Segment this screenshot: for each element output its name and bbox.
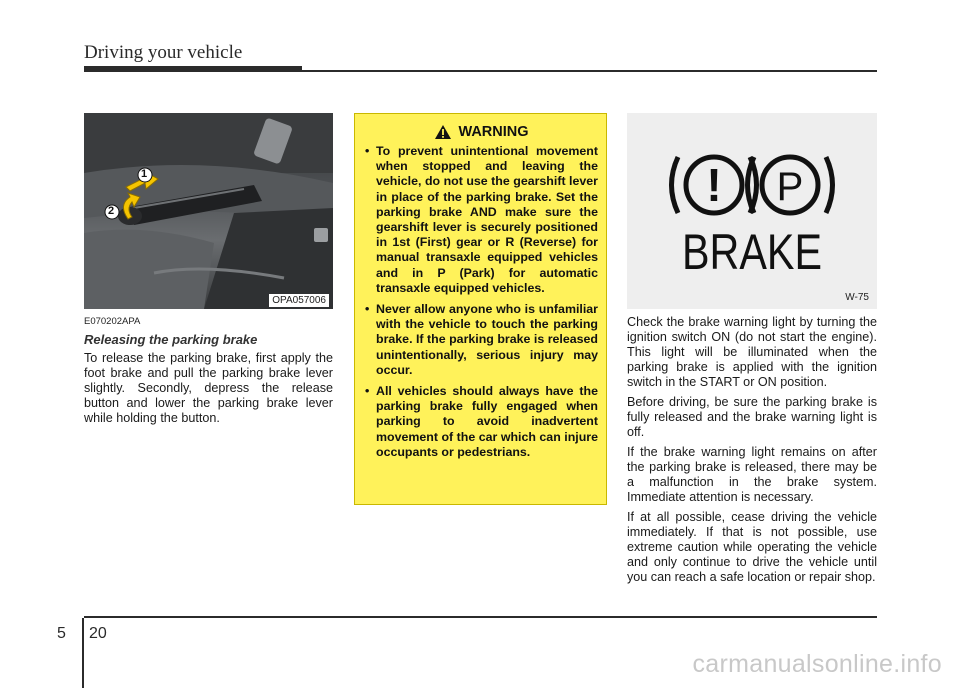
brake-word: BRAKE (682, 224, 822, 280)
footer-rule (84, 616, 877, 618)
exclamation-glyph: ! (706, 159, 722, 211)
section-code: E070202APA (84, 316, 141, 327)
warning-title: WARNING (458, 124, 529, 140)
warning-list (365, 144, 598, 460)
paragraph: If the brake warning light remains on after the parking brake is released, there may be a malfunction in the brake system. Immediate attention is necessary. (627, 445, 877, 504)
warning-item-text: Never allow anyone who is unfamiliar with the vehicle to touch the parking brake. If the parking brake is released unintentionally, serious injury may occur. (376, 302, 598, 377)
warning-item-text: All vehicles should always have the parking brake fully engaged when parking to avoid inadvertent movement of the car which can injure occupants or pedestrians. (376, 384, 598, 459)
brake-symbol-graphic (627, 113, 877, 309)
header-title: Driving your vehicle (84, 42, 243, 63)
callout-1: 1 (141, 168, 148, 180)
parking-brake-illustration (84, 113, 333, 309)
footer-divider (82, 618, 84, 688)
page-number: 20 (89, 625, 107, 642)
release-instructions: To release the parking brake, first apply the foot brake and pull the parking brake lever slightly. Secondly, depress the release button and lower the parking brake lever while holding the button. (84, 351, 333, 425)
paragraph: Check the brake warning light by turning the ignition switch ON (do not start the engine). This light will be illuminated when the parking brake is applied with the ignition switch in the START or ON position. (627, 315, 877, 389)
paragraph: If at all possible, cease driving the vehicle immediately. If that is not possible, use extreme caution while operating the vehicle and only continue to drive the vehicle until you can reach a safe location or repair shop. (627, 510, 877, 584)
bullet: • (365, 302, 370, 317)
park-glyph: P (776, 165, 804, 209)
callout-2: 2 (108, 205, 115, 217)
parking-brake-photo (84, 113, 333, 309)
warning-item-text: To prevent unintentional movement when stopped and leaving the vehicle, do not use the gearshift lever in place of the parking brake. Set the parking brake AND make sure the gearshift lever is securely positioned in 1st (First) gear or R (Reverse) for manual transaxle equipped vehicles and in P (Park) for automatic transaxle equipped vehicles. (376, 144, 598, 295)
warning-item (365, 384, 598, 460)
chapter-number: 5 (57, 625, 66, 642)
warning-item (365, 144, 598, 296)
bullet: • (365, 144, 370, 158)
header-rule-thin (300, 70, 877, 72)
watermark: carmanualsonline.info (692, 650, 942, 678)
warning-item (365, 302, 598, 378)
photo-code: OPA057006 (269, 294, 329, 307)
paragraph: Before driving, be sure the parking brake is fully released and the brake warning light is off. (627, 395, 877, 439)
warning-triangle-icon (434, 124, 452, 140)
header-rule-thick (84, 66, 302, 72)
section-title: Releasing the parking brake (84, 332, 258, 347)
figure-code: W-75 (845, 292, 869, 303)
bullet: • (365, 384, 370, 399)
brake-warning-symbol-figure (627, 113, 877, 309)
warning-header (365, 124, 598, 140)
brake-light-text (627, 315, 877, 590)
warning-box (354, 113, 607, 505)
